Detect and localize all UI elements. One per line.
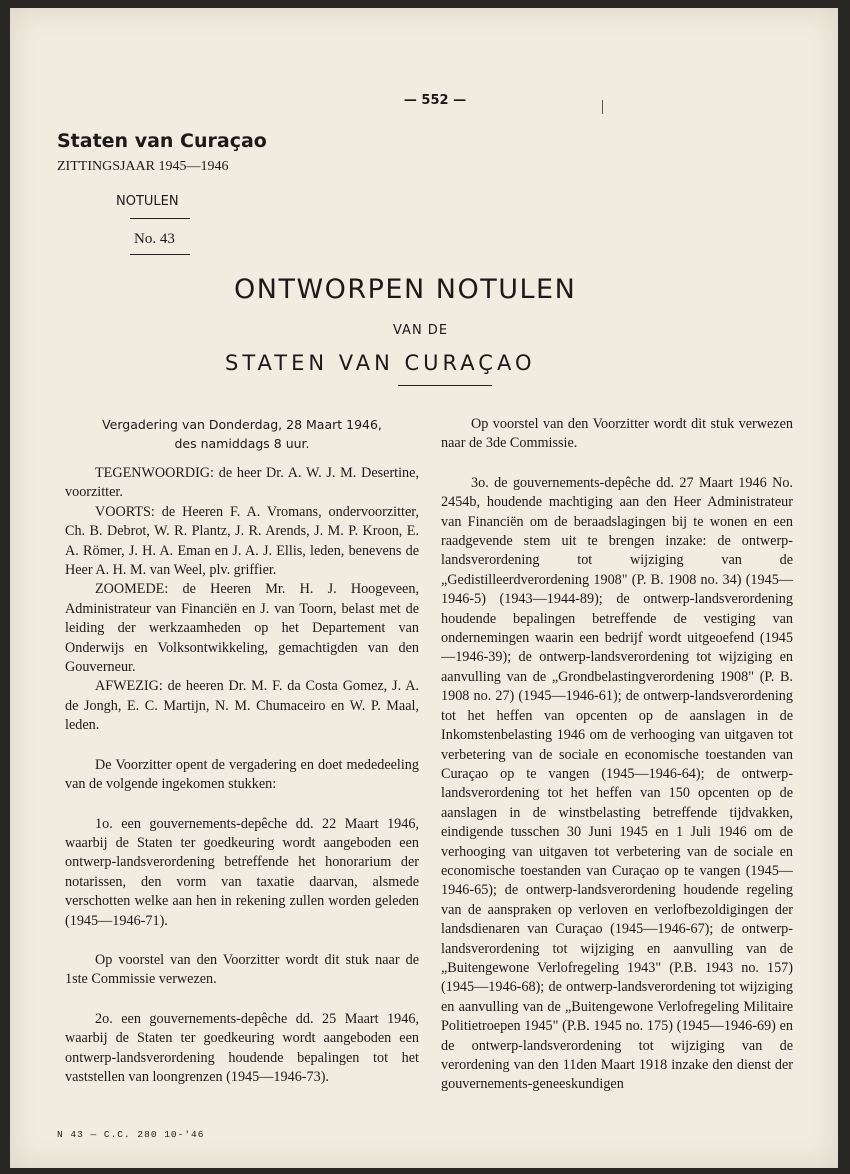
print-footer: N 43 — C.C. 280 10-'46 [57, 1129, 205, 1140]
margin-mark [602, 100, 603, 114]
header-divider [130, 254, 190, 255]
page-number: — 552 — [403, 93, 467, 108]
header-notulen: NOTULEN [116, 194, 179, 209]
item-2: 2o. een gouvernements-depêche dd. 25 Maart 1946, waarbij de Staten ter goedkeuring wordt aangeboden een ontwerp-landsverordening houdende bepalingen tot het vaststellen van loongrenzen (1945—1946-73). [65, 1010, 419, 1085]
meeting-date: Vergadering van Donderdag, 28 Maart 1946, [102, 417, 382, 432]
header-divider [130, 218, 190, 219]
title-divider [398, 385, 492, 386]
attendance-present [65, 464, 419, 503]
likewise-label: ZOOMEDE: [95, 581, 169, 598]
opening-paragraph: De Voorzitter opent de vergadering en doet mededeeling van de volgende ingekomen stukken: [65, 756, 419, 793]
header-title: Staten van Curaçao [57, 130, 267, 152]
right-column [441, 415, 793, 1095]
header-number: No. 43 [134, 231, 175, 247]
header-session: ZITTINGSJAAR 1945—1946 [57, 159, 229, 174]
absent-label: AFWEZIG: [95, 678, 163, 695]
item-3: 3o. de gouvernements-depêche dd. 27 Maart 1946 No. 2454b, houdende machtiging aan den Heer Administrateur van Financiën om de beraadslagingen bij te wonen en een raadgevende stem uit te brengen inzake: de ontwerp-landsverordening tot wijziging van de „Gedistilleerdverordening 1908" (P. B. 1908 no. 34) (1945—1946-5) (1943—1944-89); de ontwerp-landsverordening houdende bepalingen betreffende de vestiging van ondernemingen waarin een bedrijf wordt uitgeoefend (1945—1946-39); de ontwerp-landsverordening tot wijziging en aanvulling van de „Grondbelastingverordening 1908" (P. B. 1908 no. 27) (1945—1946-61); de ontwerp-landsverordening tot het heffen van opcenten op de aanslagen in de Inkomstenbelasting 1946 om de verhooging van uitgaven tot verbetering van de sociale en economische toestanden van Curaçao op te vangen (1945—1946-64); de ontwerp-landsverordening tot het heffen van 150 opcenten op de aanslagen in de winstbelasting betreffende tijdvakken, eindigende tusschen 30 Juni 1945 en 1 Juli 1946 om de verhooging van uitgaven tot verbetering van de sociale en economische toestanden van Curaçao op te vangen (1945—1946-65); de ontwerp-landsverordening houdende regeling van de aanspraken op verloven en verlofbezoldigingen der landsdienaren van Curaçao (1945—1946-67); de ontwerp-landsverordening tot wijziging en aanvulling van de „Buitengewone Verlofregeling 1943" (P.B. 1943 no. 157) (1945—1946-68); de ontwerp-landsverordening tot wijziging en aanvulling van de „Buitengewone Verlofregeling Militaire Politietroepen 1945" (P.B. 1945 no. 175) (1945—1946-69) en de ontwerp-landsverordening tot wijziging van de verordening van den 11den Maart 1918 inzake den dienst der gouvernements-geneeskundigen [441, 474, 793, 1093]
likewise-text: de Heeren Mr. H. J. Hoogeveen, Administrateur van Financiën en J. van Toorn, belast met de leiding der werkzaamheden op het Departement van Onderwijs en Volksontwikkeling, gemachtigden van den Gouverneur. [65, 581, 419, 676]
left-column [65, 464, 419, 1087]
present-text: de heer Dr. A. W. J. M. Desertine, voorzitter. [65, 465, 419, 501]
present-label: TEGENWOORDIG: [95, 465, 214, 481]
attendance-absent [65, 677, 419, 735]
main-title: ONTWORPEN NOTULEN [234, 274, 577, 305]
also-text: de Heeren F. A. Vromans, ondervoorzitter, Ch. B. Debrot, W. R. Plantz, J. R. Arends, J. M. P. Kroon, E. A. Römer, J. H. A. Eman en J. A. J. Ellis, leden, benevens de Heer A. H. M. van Weel, plv. griffier. [65, 503, 419, 579]
item-1: 1o. een gouvernements-depêche dd. 22 Maart 1946, waarbij de Staten ter goedkeuring wordt aangeboden een ontwerp-landsverordening betreffende het honorarium der notarissen, den vorm van taxatie daarvan, alsmede verschotten welke aan hen in rekening zullen worden geleden (1945—1946-71). [65, 815, 419, 929]
item-1-referral: Op voorstel van den Voorzitter wordt dit stuk naar de 1ste Commissie verwezen. [65, 951, 419, 988]
document-page [10, 8, 838, 1168]
meeting-time: des namiddags 8 uur. [174, 436, 310, 451]
meeting-heading [57, 415, 427, 453]
attendance-also [65, 503, 419, 581]
also-label: VOORTS: [95, 503, 155, 520]
subtitle: STATEN VAN CURAÇAO [225, 351, 536, 375]
item-2-referral: Op voorstel van den Voorzitter wordt dit stuk verwezen naar de 3de Commissie. [441, 416, 793, 452]
title-van-de: VAN DE [393, 323, 449, 338]
absent-text: de heeren Dr. M. F. da Costa Gomez, J. A. de Jongh, E. C. Martijn, N. M. Chumaceiro en W. P. Maal, leden. [65, 678, 419, 734]
attendance-likewise [65, 580, 419, 677]
